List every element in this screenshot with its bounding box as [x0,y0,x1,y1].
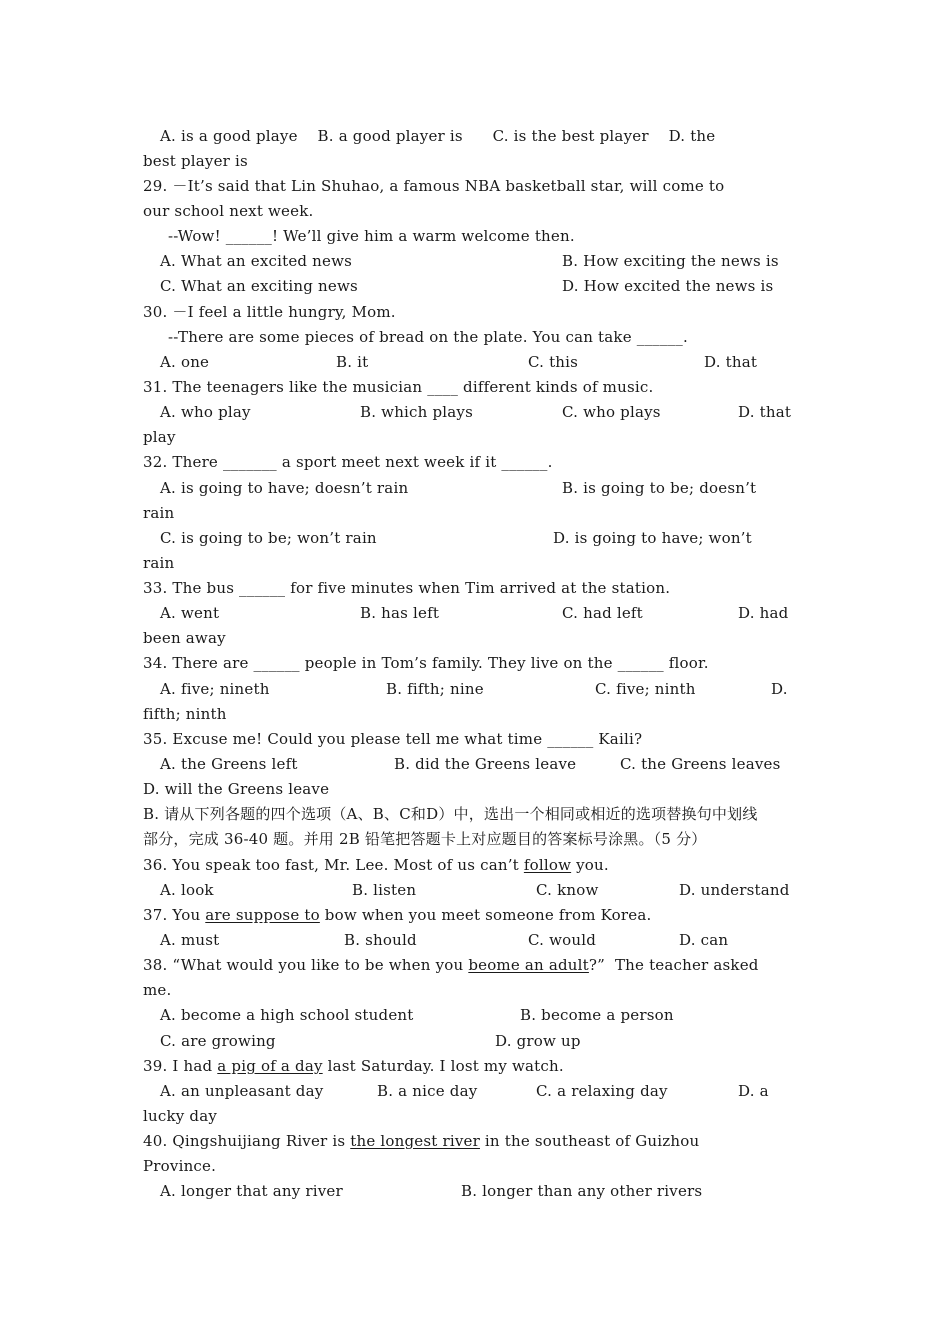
q31-option-d-wrap: play [143,428,176,446]
q30-stem: 30. －I feel a little hungry, Mom. [143,303,396,321]
q32-option-d-wrap: rain [143,554,175,572]
q40-stem-pre: 40. Qingshuijiang River is [143,1132,351,1150]
q29-option-a: A. What an excited news [160,252,353,270]
q35-stem: 35. Excuse me! Could you please tell me what time ______ Kaili? [143,730,643,748]
q34-option-d: D. [771,680,788,698]
q30-option-d: D. that [704,353,758,371]
section-b-instructions-wrap: 部分，完成 36-40 题。并用 2B 铅笔把答题卡上对应题目的答案标号涂黑。（5 分） [143,830,707,848]
q33-stem: 33. The bus ______ for five minutes when Tim arrived at the station. [143,579,671,597]
q38-stem-pre: 38. “What would you like to be when you [143,956,469,974]
q29-stem-wrap: our school next week. [143,202,314,220]
q32-option-b-wrap: rain [143,504,175,522]
q34-option-d-wrap: fifth; ninth [143,705,227,723]
q39-option-c: C. a relaxing day [536,1082,668,1100]
q31-option-c: C. who plays [562,403,661,421]
section-b-instructions: B. 请从下列各题的四个选项（A、B、C和D）中，选出一个相同或相近的选项替换句中划线 [143,805,758,823]
q40-option-b: B. longer than any other rivers [461,1182,703,1200]
q36-option-b: B. listen [352,881,417,899]
q31-option-d: D. that [738,403,792,421]
q35-option-a: A. the Greens left [160,755,298,773]
q34-option-c: C. five; ninth [595,680,696,698]
q37-option-c: C. would [528,931,597,949]
q38-underlined-phrase: beome an adult [468,956,589,974]
q29-option-b: B. How exciting the news is [562,252,779,270]
q37-option-d: D. can [679,931,729,949]
q37-stem-pre: 37. You [143,906,206,924]
q33-option-a: A. went [160,604,220,622]
q29-reply: --Wow! ______! We’ll give him a warm welcome then. [168,227,575,245]
q35-option-d: D. will the Greens leave [143,780,330,798]
q30-option-b: B. it [336,353,369,371]
q34-option-a: A. five; nineth [160,680,270,698]
q33-option-d: D. had [738,604,789,622]
q40-stem-wrap: Province. [143,1157,217,1175]
q32-option-a: A. is going to have; doesn’t rain [160,479,409,497]
q33-option-c: C. had left [562,604,643,622]
q32-option-c: C. is going to be; won’t rain [160,529,377,547]
q39-option-d: D. a [738,1082,769,1100]
q37-underlined-phrase: are suppose to [205,906,320,924]
q34-option-b: B. fifth; nine [386,680,484,698]
q32-option-b: B. is going to be; doesn’t [562,479,757,497]
q38-option-c: C. are growing [160,1032,276,1050]
q40-underlined-phrase: the longest river [350,1132,480,1150]
q33-option-d-wrap: been away [143,629,226,647]
q39-option-a: A. an unpleasant day [160,1082,324,1100]
q36-stem-post: you. [571,856,609,874]
q38-stem-post: ?” The teacher asked [588,956,759,974]
q37-option-a: A. must [160,931,220,949]
q28-options: A. is a good playe B. a good player is C. is the best player D. the [160,127,716,145]
q35-option-c: C. the Greens leaves [620,755,781,773]
q36-option-d: D. understand [679,881,790,899]
q28-options-wrap: best player is [143,152,248,170]
q30-reply: --There are some pieces of bread on the plate. You can take ______. [168,328,688,346]
q38-option-a: A. become a high school student [160,1006,414,1024]
q39-option-b: B. a nice day [377,1082,478,1100]
q37-stem-post: bow when you meet someone from Korea. [319,906,652,924]
q37-option-b: B. should [344,931,417,949]
q39-underlined-phrase: a pig of a day [217,1057,323,1075]
q36-stem-pre: 36. You speak too fast, Mr. Lee. Most of us can’t [143,856,524,874]
q36-option-c: C. know [536,881,599,899]
q39-stem [143,1056,564,1076]
q38-option-d: D. grow up [495,1032,581,1050]
q36-underlined-phrase: follow [523,856,572,874]
q30-option-c: C. this [528,353,579,371]
q38-stem-wrap: me. [143,981,172,999]
q30-option-a: A. one [160,353,210,371]
q31-option-a: A. who play [160,403,251,421]
q29-option-d: D. How excited the news is [562,277,774,295]
q34-stem: 34. There are ______ people in Tom’s family. They live on the ______ floor. [143,654,709,672]
q31-stem: 31. The teenagers like the musician ____ different kinds of music. [143,378,654,396]
q38-stem [143,955,759,975]
q31-option-b: B. which plays [360,403,474,421]
q35-option-b: B. did the Greens leave [394,755,577,773]
q39-stem-pre: 39. I had [143,1057,218,1075]
q39-option-d-wrap: lucky day [143,1107,218,1125]
q29-stem: 29. －It’s said that Lin Shuhao, a famous NBA basketball star, will come to [143,177,725,195]
q33-option-b: B. has left [360,604,440,622]
q40-option-a: A. longer that any river [160,1182,343,1200]
q40-stem [143,1131,699,1151]
q36-stem [143,855,609,875]
q32-stem: 32. There _______ a sport meet next week if it ______. [143,453,553,471]
q37-stem [143,905,651,925]
q32-option-d: D. is going to have; won’t [553,529,752,547]
q40-stem-post: in the southeast of Guizhou [479,1132,700,1150]
q29-option-c: C. What an exciting news [160,277,358,295]
q38-option-b: B. become a person [520,1006,674,1024]
q39-stem-post: last Saturday. I lost my watch. [322,1057,564,1075]
q36-option-a: A. look [160,881,214,899]
